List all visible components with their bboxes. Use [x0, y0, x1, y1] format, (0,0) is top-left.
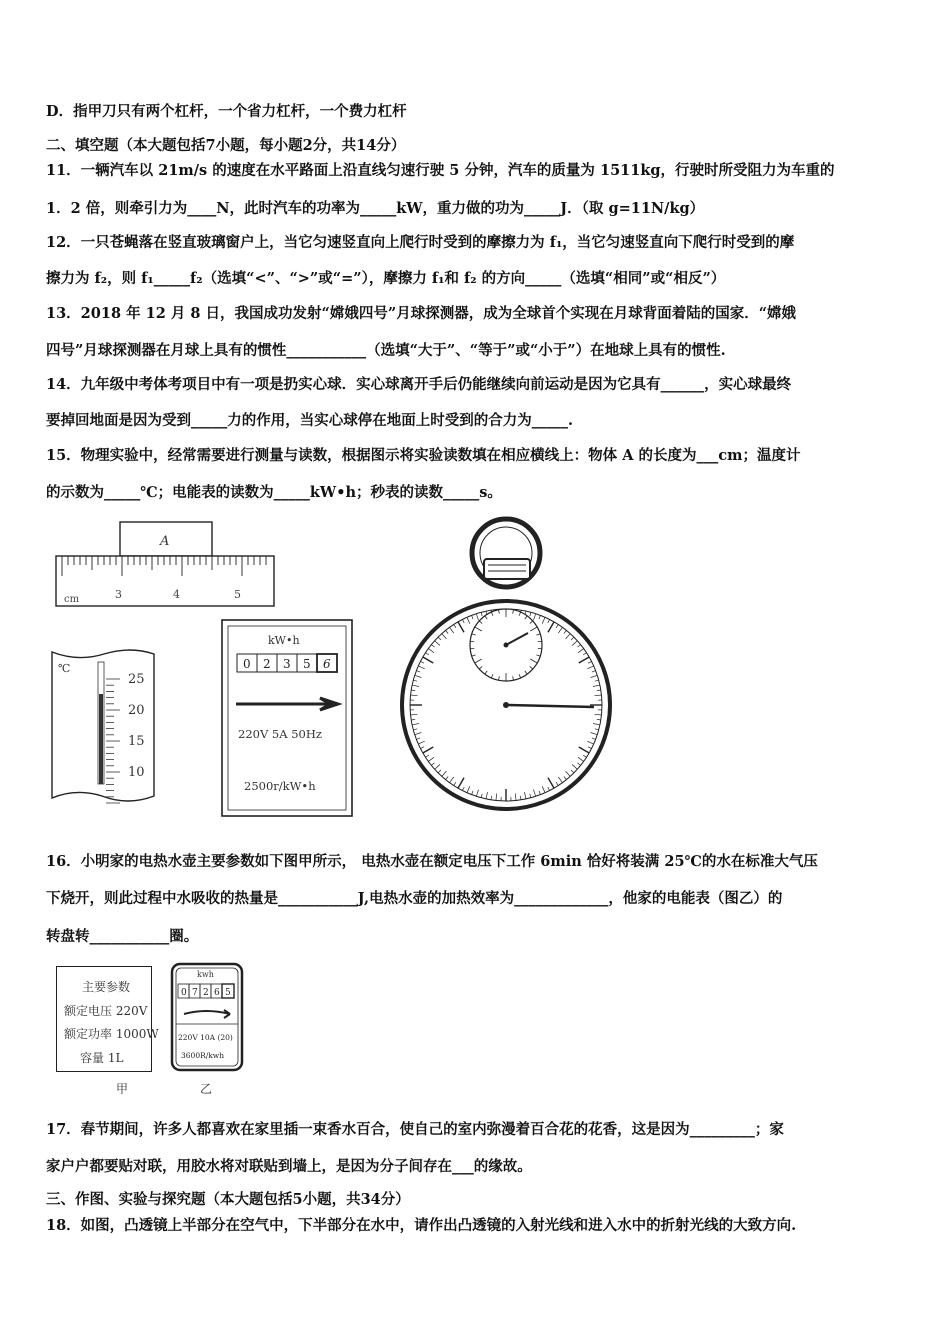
thermo-label-25: 25 — [128, 672, 145, 687]
meter2-spec: 220V 10A (20) — [178, 1033, 233, 1042]
q15-line-1: 15．物理实验中，经常需要进行测量与读数，根据图示将实验读数填在相应横线上：物体 A 的长度为___cm；温度计 — [46, 447, 801, 464]
kettle-spec-capacity: 容量 1L — [80, 1051, 124, 1065]
q16-line-1: 16．小明家的电热水壶主要参数如下图甲所示， 电热水壶在额定电压下工作 6min 恰好将装满 25℃的水在标准大气压 — [46, 853, 818, 870]
meter-digit-2: 2 — [263, 657, 271, 671]
q12-line-2: 擦力为 f₂，则 f₁_____f₂（选填“<”、“>”或“=”），摩擦力 f₁和 f₂ 的方向_____（选填“相同”或“相反”） — [46, 270, 726, 287]
meter-rate: 2500r/kW•h — [244, 779, 316, 793]
stopwatch-crown — [484, 559, 530, 579]
meter-spec: 220V 5A 50Hz — [238, 727, 322, 741]
meter2-digit-4: 6 — [214, 988, 220, 998]
meter2-rate: 3600R/kwh — [181, 1051, 225, 1060]
meter-digit-5: 6 — [323, 657, 331, 671]
section-2-heading: 二、填空题（本大题包括7小题，每小题2分，共14分） — [46, 137, 406, 154]
ruler-body — [56, 556, 274, 606]
ruler-tick-4: 4 — [173, 588, 180, 601]
meter-digit-1: 0 — [243, 657, 251, 671]
q11-line-1: 11．一辆汽车以 21m/s 的速度在水平路面上沿直线匀速行驶 5 分钟，汽车的质量为 1511kg，行驶时所受阻力为车重的 — [46, 162, 835, 179]
q14-line-1: 14．九年级中考体考项目中有一项是扔实心球．实心球离开手后仍能继续向前运动是因为它具有______，实心球最终 — [46, 376, 792, 393]
energy-meter-2-figure — [170, 962, 244, 1072]
ruler-figure — [52, 518, 280, 610]
option-d: D．指甲刀只有两个杠杆，一个省力杠杆，一个费力杠杆 — [46, 103, 407, 120]
q17-line-1: 17．春节期间，许多人都喜欢在家里插一束香水百合，使自己的室内弥漫着百合花的花香，这是因为_________；家 — [46, 1121, 784, 1138]
q16-line-2: 下烧开，则此过程中水吸收的热量是___________J,电热水壶的加热效率为_____________，他家的电能表（图乙）的 — [46, 890, 783, 907]
caption-jia: 甲 — [116, 1082, 129, 1096]
q13-line-2: 四号”月球探测器在月球上具有的惯性___________（选填“大于”、“等于”或“小于”）在地球上具有的惯性. — [46, 342, 726, 359]
section-3-heading: 三、作图、实验与探究题（本大题包括5小题，共34分） — [46, 1191, 410, 1208]
ruler-tick-5: 5 — [234, 588, 241, 601]
meter2-digit-2: 7 — [192, 988, 198, 998]
q15-line-2: 的示数为_____℃；电能表的读数为_____kW•h；秒表的读数_____s。 — [46, 484, 502, 501]
q14-line-2: 要掉回地面是因为受到_____力的作用，当实心球停在地面上时受到的合力为_____. — [46, 412, 574, 429]
q18-line-1: 18．如图，凸透镜上半部分在空气中，下半部分在水中，请作出凸透镜的入射光线和进入水中的折射光线的大致方向. — [46, 1217, 797, 1234]
caption-yi: 乙 — [200, 1082, 213, 1096]
thermometer-unit: ℃ — [58, 662, 71, 675]
kettle-spec-power: 额定功率 1000W — [64, 1027, 159, 1041]
meter-digit-3: 3 — [283, 657, 291, 671]
meter2-unit: kwh — [197, 970, 214, 979]
thermo-label-15: 15 — [128, 734, 145, 749]
kettle-spec-title: 主要参数 — [82, 980, 131, 994]
q17-line-2: 家户户都要贴对联，用胶水将对联贴到墙上，是因为分子间存在___的缘故。 — [46, 1158, 532, 1175]
meter-unit: kW•h — [268, 634, 300, 647]
kettle-spec-voltage: 额定电压 220V — [64, 1004, 148, 1018]
energy-meter-figure — [220, 618, 354, 818]
mercury-column — [99, 694, 103, 784]
q16-line-3: 转盘转___________圈。 — [46, 928, 199, 945]
ruler-unit: cm — [64, 594, 80, 605]
stopwatch-figure — [398, 515, 622, 823]
q13-line-1: 13．2018 年 12 月 8 日，我国成功发射“嫦娥四号”月球探测器，成为全球首个实现在月球背面着陆的国家．“嫦娥 — [46, 305, 797, 322]
meter2-digit-1: 0 — [181, 988, 187, 998]
thermo-label-20: 20 — [128, 703, 145, 718]
block-a-label: A — [160, 534, 170, 549]
meter2-digit-3: 2 — [203, 988, 209, 998]
meter-digit-4: 5 — [303, 657, 311, 671]
q11-line-2: 1．2 倍，则牵引力为____N，此时汽车的功率为_____kW，重力做的功为_____J．（取 g=11N/kg） — [46, 200, 705, 217]
thermometer-figure — [50, 648, 158, 816]
q12-line-1: 12．一只苍蝇落在竖直玻璃窗户上，当它匀速竖直向上爬行时受到的摩擦力为 f₁，当它匀速竖直向下爬行时受到的摩 — [46, 234, 795, 251]
ruler-tick-3: 3 — [115, 588, 122, 601]
meter2-digit-5: 5 — [225, 988, 231, 998]
thermo-label-10: 10 — [128, 765, 145, 780]
